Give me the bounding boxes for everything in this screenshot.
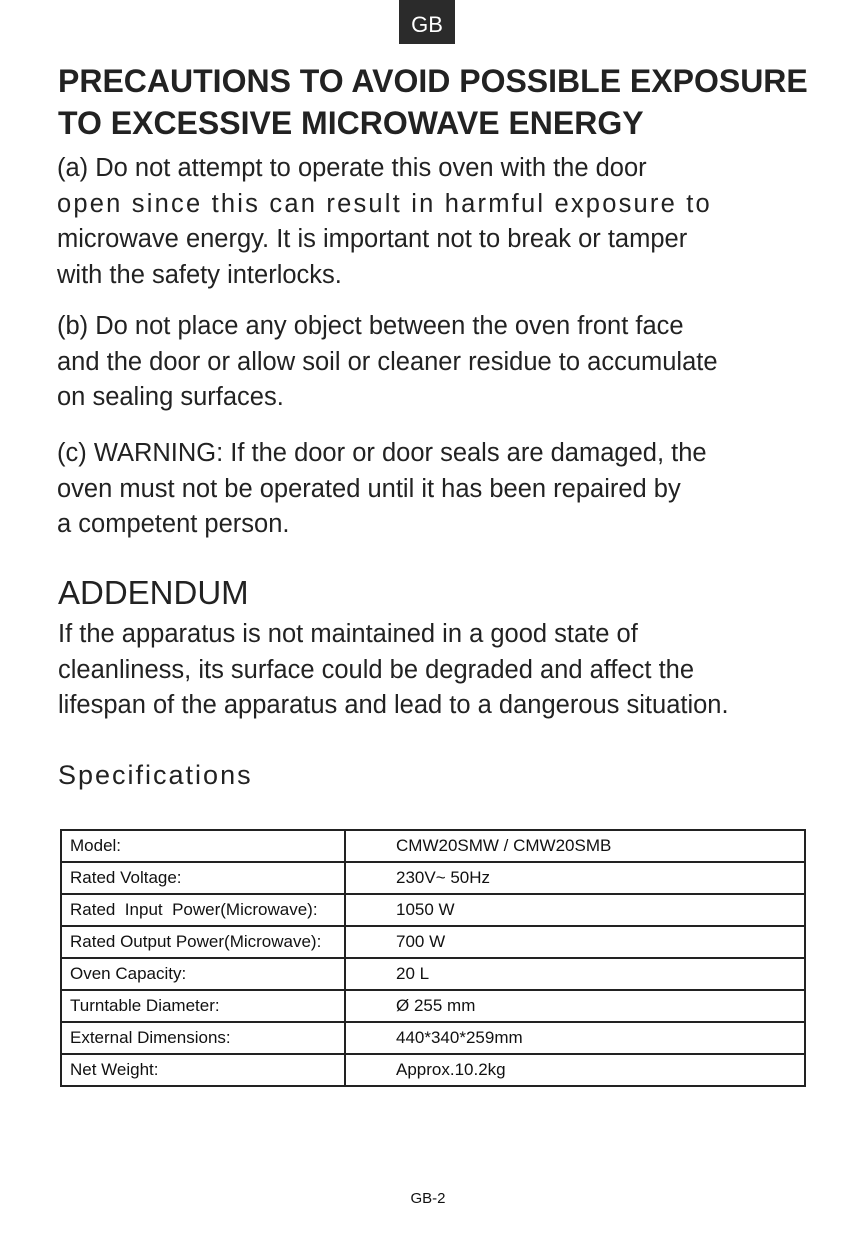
precaution-line: (c) WARNING: If the door or door seals are damaged, the (57, 439, 707, 467)
precautions-heading-line-1: PRECAUTIONS TO AVOID POSSIBLE EXPOSURE (58, 63, 808, 99)
precaution-line: a competent person. (57, 510, 290, 538)
specifications-table (60, 829, 806, 1087)
addendum-title: ADDENDUM (58, 574, 249, 611)
spec-label: Rated Input Power(Microwave): (61, 894, 345, 926)
precaution-line: oven must not be operated until it has been repaired by (57, 474, 681, 503)
page-number: GB-2 (410, 1190, 446, 1207)
table-row (61, 862, 805, 894)
table-row (61, 830, 805, 862)
table-row (61, 894, 805, 926)
spec-value: 1050 W (345, 894, 805, 926)
precaution-c (57, 436, 777, 543)
precaution-line: (b) Do not place any object between the oven front face (57, 312, 684, 340)
table-row (61, 990, 805, 1022)
spec-value: 700 W (345, 926, 805, 958)
spec-value: 20 L (345, 958, 805, 990)
spec-value: Ø 255 mm (345, 990, 805, 1022)
precaution-line: microwave energy. It is important not to break or tamper (57, 225, 688, 253)
addendum-line: lifespan of the apparatus and lead to a dangerous situation. (58, 691, 729, 719)
precaution-line: on sealing surfaces. (57, 383, 284, 411)
precaution-line: open since this can result in harmful exposure to (57, 189, 712, 218)
spec-label: Oven Capacity: (61, 958, 345, 990)
precautions-heading-line-2: TO EXCESSIVE MICROWAVE ENERGY (58, 105, 644, 141)
spec-value: 440*340*259mm (345, 1022, 805, 1054)
precaution-b (57, 309, 777, 416)
spec-label: Rated Voltage: (61, 862, 345, 894)
language-tab: GB (399, 0, 455, 44)
table-row (61, 1054, 805, 1086)
addendum-body (58, 617, 818, 724)
spec-label: External Dimensions: (61, 1022, 345, 1054)
addendum-line: If the apparatus is not maintained in a good state of (58, 620, 638, 648)
precaution-line: and the door or allow soil or cleaner residue to accumulate (57, 347, 718, 376)
spec-value: 230V~ 50Hz (345, 862, 805, 894)
precaution-line: with the safety interlocks. (57, 260, 342, 289)
specifications-title: Specifications (58, 760, 253, 790)
spec-label: Model: (61, 830, 345, 862)
spec-value: Approx.10.2kg (345, 1054, 805, 1086)
precautions-heading (58, 60, 818, 144)
spec-label: Turntable Diameter: (61, 990, 345, 1022)
addendum-line: cleanliness, its surface could be degraded and affect the (58, 655, 695, 684)
table-row (61, 958, 805, 990)
precaution-a (57, 151, 777, 293)
spec-label: Rated Output Power(Microwave): (61, 926, 345, 958)
table-row (61, 926, 805, 958)
table-row (61, 1022, 805, 1054)
spec-value: CMW20SMW / CMW20SMB (345, 830, 805, 862)
spec-label: Net Weight: (61, 1054, 345, 1086)
precaution-line: (a) Do not attempt to operate this oven with the door (57, 154, 647, 182)
